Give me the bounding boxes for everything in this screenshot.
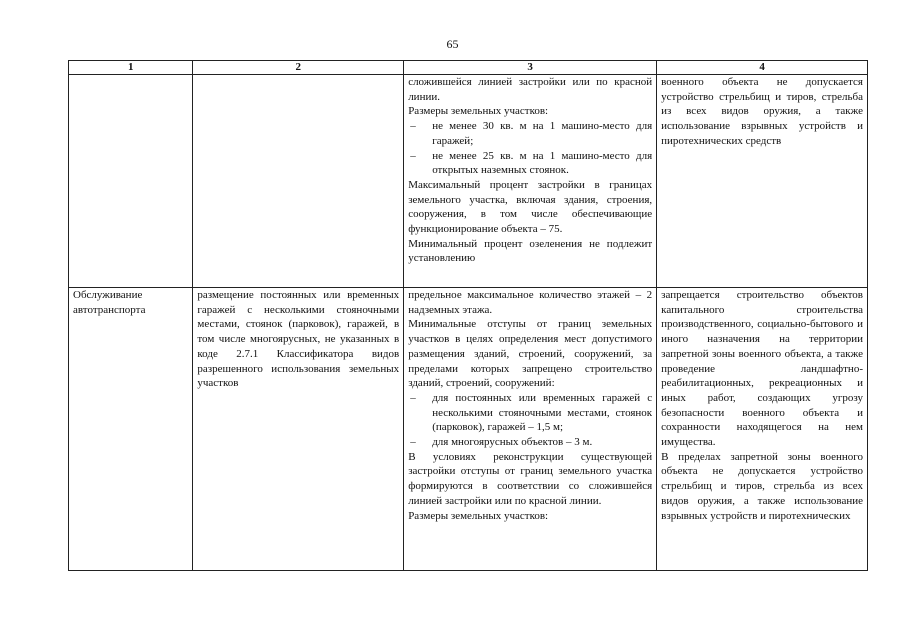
table-cell: [69, 75, 193, 288]
cell-paragraph: Размеры земельных участков:: [408, 509, 549, 522]
list-item: – не менее 25 кв. м на 1 машино-место для открытых наземных стоянок.: [408, 149, 652, 178]
column-header: 2: [193, 61, 404, 75]
list-item: – для многоярусных объектов – 3 м.: [408, 435, 652, 450]
table-cell: военного объекта не допускается устройство стрельбищ и тиров, стрельба из всех видов оружия, а также использование взрывных устройств и пиротехнических средств: [657, 75, 868, 288]
cell-paragraph: Максимальный процент застройки в границах земельного участка, включая здания, строения, сооружения, в том числе обеспечивающие функционирование объекта – 75.: [408, 178, 653, 236]
table-cell: [657, 288, 868, 571]
page-number: 65: [446, 37, 459, 51]
table-cell: Обслуживание автотранспорта: [69, 288, 193, 571]
table-cell: [404, 288, 657, 571]
table-row: [69, 75, 868, 288]
table-header-row: [69, 61, 868, 75]
cell-paragraph: сложившейся линией застройки или по красной линии.: [408, 76, 653, 103]
cell-paragraph: запрещается строительство объектов капитального строительства производственного, социально-бытового и иного назначения на территории запретной зоны военного объекта, а также проведение ландшафтно-реабилитационных, рекреационных и иных работ, создающих угрозу безопасности военного объекта и сохранности находящегося на нем имущества.: [661, 289, 863, 449]
cell-paragraph: Минимальные отступы от границ земельных участков в целях определения мест допустимого размещения зданий, строений, сооружений, за пределами которых запрещено строительство зданий, строений, сооружений:: [408, 318, 653, 390]
column-header: 1: [69, 61, 193, 75]
table-row: [69, 288, 868, 571]
list-item: – для постоянных или временных гаражей с несколькими стояночными местами, стоянок (парковок), гаражей – 1,5 м;: [408, 391, 652, 435]
regulations-table: [68, 60, 868, 571]
cell-paragraph: В условиях реконструкции существующей застройки отступы от границ земельного участка формируются в соответствии со сложившейся линией застройки или по красной линии.: [408, 450, 653, 507]
bullet-list: [408, 391, 652, 450]
table-cell: [404, 75, 657, 288]
bullet-list: [408, 119, 652, 178]
cell-paragraph: Размеры земельных участков:: [408, 105, 549, 118]
table-cell: [193, 75, 404, 288]
cell-paragraph: В пределах запретной зоны военного объекта не допускается устройство стрельбищ и тиров, стрельба из всех видов оружия, а также использование взрывных устройств и пиротехнических: [661, 450, 863, 522]
column-header: 4: [657, 61, 868, 75]
table-cell: размещение постоянных или временных гаражей с несколькими стояночными местами, стоянок (парковок), гаражей, в том числе многоярусных, не указанных в коде 2.7.1 Классификатора видов разрешенного использования земельных участков: [193, 288, 404, 571]
cell-paragraph: Минимальный процент озеленения не подлежит установлению: [408, 237, 653, 265]
cell-paragraph: предельное максимальное количество этажей – 2 надземных этажа.: [408, 289, 653, 316]
list-item: – не менее 30 кв. м на 1 машино-место для гаражей;: [408, 119, 652, 148]
column-header: 3: [404, 61, 657, 75]
